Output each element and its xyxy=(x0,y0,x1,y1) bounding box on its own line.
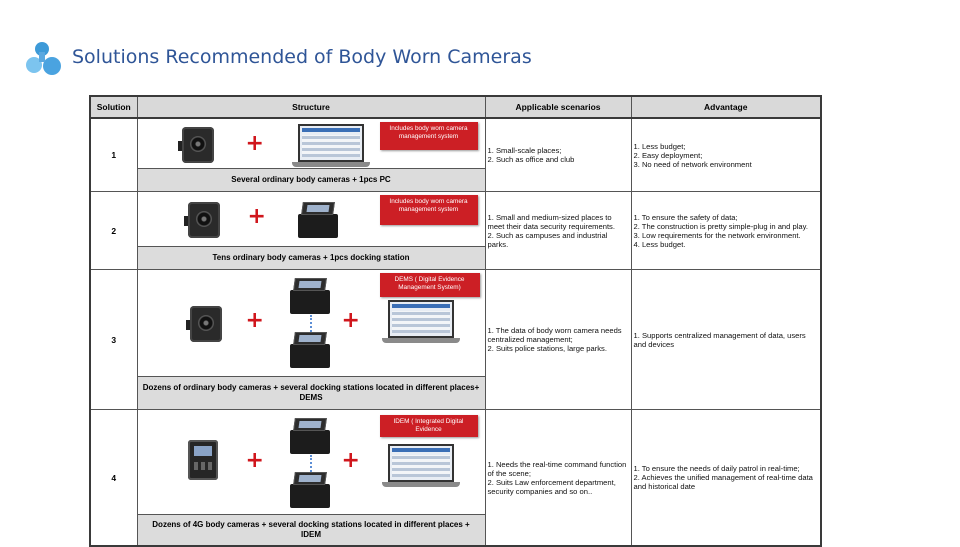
header-advantage: Advantage xyxy=(631,96,821,118)
plus-icon: + xyxy=(245,448,264,473)
system-label: Includes body worn camera management system xyxy=(380,122,478,150)
scenario-item: 1. Needs the real-time command function of the scene; xyxy=(487,459,627,478)
scenarios-cell xyxy=(485,118,631,192)
system-label: IDEM ( Integrated Digital Evidence xyxy=(380,415,478,437)
advantage-item: 1. To ensure the needs of daily patrol in real-time; xyxy=(633,464,800,473)
body-camera-icon xyxy=(190,306,222,342)
system-label: DEMS ( Digital Evidence Management System) xyxy=(380,273,480,297)
advantage-item: 2. Easy deployment; xyxy=(633,150,703,160)
plus-icon: + xyxy=(341,448,360,473)
advantage-item: 4. Less budget. xyxy=(633,239,686,249)
structure-cell xyxy=(137,118,485,192)
solutions-table xyxy=(89,95,822,547)
header-solution: Solution xyxy=(90,96,137,118)
solution-number: 3 xyxy=(90,270,137,410)
scenario-item: 2. Suits police stations, large parks. xyxy=(487,344,607,353)
advantage-item: 1. Supports centralized management of data, users and devices xyxy=(633,330,806,349)
scenario-item: 2. Such as campuses and industrial parks. xyxy=(487,230,608,249)
plus-icon: + xyxy=(341,308,360,333)
laptop-icon xyxy=(382,444,460,488)
plus-icon: + xyxy=(247,204,266,229)
advantages-cell xyxy=(631,270,821,410)
structure-caption: Several ordinary body cameras + 1pcs PC xyxy=(138,168,485,191)
scenario-item: 1. Small and medium-sized places to meet their data security requirements. xyxy=(487,212,615,231)
structure-cell xyxy=(137,270,485,410)
docking-station-icon xyxy=(290,344,330,368)
table-row xyxy=(90,118,821,192)
structure-caption: Dozens of ordinary body cameras + several docking stations located in different places+ DEMS xyxy=(138,376,485,409)
scenario-item: 1. Small-scale places; xyxy=(487,146,562,155)
body-camera-icon xyxy=(182,127,214,163)
docking-station-icon xyxy=(290,290,330,314)
header-structure: Structure xyxy=(137,96,485,118)
laptop-icon xyxy=(382,300,460,344)
plus-icon: + xyxy=(245,308,264,333)
scenario-item: 2. Such as office and club xyxy=(487,155,575,164)
header-scenarios: Applicable scenarios xyxy=(485,96,631,118)
docking-station-icon xyxy=(290,430,330,454)
solution-number: 2 xyxy=(90,192,137,270)
advantage-item: 1. To ensure the safety of data; xyxy=(633,212,738,222)
4g-body-camera-icon xyxy=(188,440,218,480)
advantage-item: 3. Low requirements for the network environment. xyxy=(633,230,801,240)
system-label: Includes body worn camera management system xyxy=(380,195,478,225)
advantages-cell xyxy=(631,118,821,192)
plus-icon: + xyxy=(245,131,264,156)
advantages-cell xyxy=(631,192,821,270)
advantage-item: 3. No need of network environment xyxy=(633,159,752,169)
advantage-item: 2. The construction is pretty simple-plug in and play. xyxy=(633,221,808,231)
docking-station-icon xyxy=(290,484,330,508)
page-title: Solutions Recommended of Body Worn Cameras xyxy=(72,46,532,68)
molecule-logo-icon xyxy=(25,40,65,76)
scenarios-cell xyxy=(485,270,631,410)
solution-number: 1 xyxy=(90,118,137,192)
solution-number: 4 xyxy=(90,410,137,547)
scenario-item: 1. The data of body worn camera needs centralized management; xyxy=(487,326,622,344)
scenario-item: 2. Suits Law enforcement department, security companies and so on.. xyxy=(487,477,616,496)
table-row xyxy=(90,192,821,270)
table-header-row xyxy=(90,96,821,118)
advantage-item: 1. Less budget; xyxy=(633,141,686,151)
scenarios-cell xyxy=(485,410,631,547)
structure-caption: Tens ordinary body cameras + 1pcs docking station xyxy=(138,246,485,269)
table-row xyxy=(90,270,821,410)
table-row xyxy=(90,410,821,547)
advantages-cell xyxy=(631,410,821,547)
laptop-icon xyxy=(292,124,370,168)
structure-caption: Dozens of 4G body cameras + several docking stations located in different places + IDEM xyxy=(138,514,485,545)
body-camera-icon xyxy=(188,202,220,238)
docking-station-icon xyxy=(298,214,338,238)
scenarios-cell xyxy=(485,192,631,270)
structure-cell xyxy=(137,192,485,270)
advantage-item: 2. Achieves the unified management of real-time data and historical date xyxy=(633,473,813,491)
structure-cell xyxy=(137,410,485,547)
